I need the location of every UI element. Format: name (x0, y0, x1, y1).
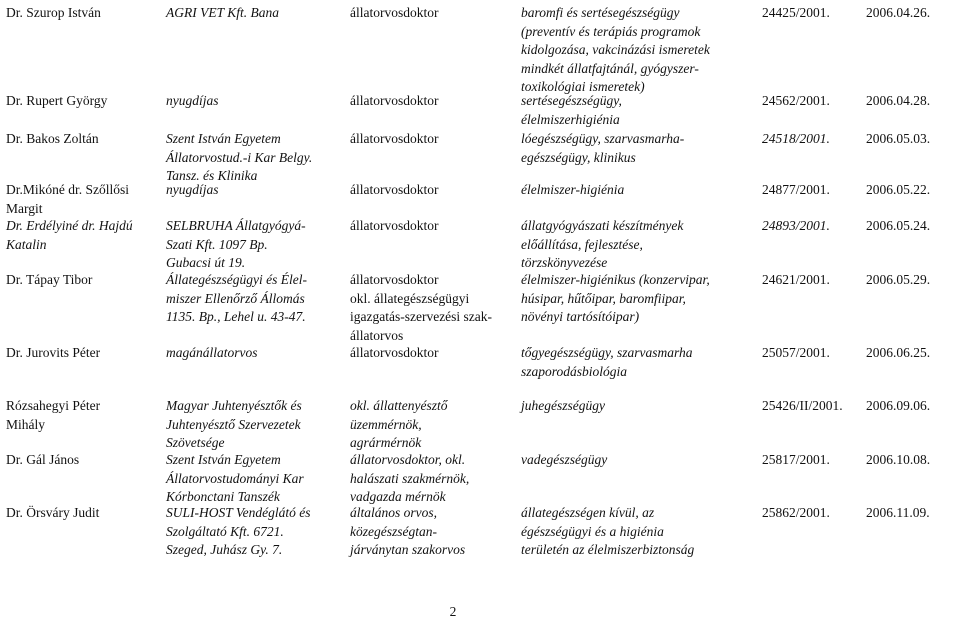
row-name: Dr. Örsváry Judit (6, 505, 100, 520)
row-registration-number: 24562/2001. (762, 93, 830, 108)
row-field: baromfi és sertésegészségügy (preventív és terápiás programok kidolgozása, vakcinázási ismeretek mindkét állatfajtánál, gyógyszer- toxikológiai ismeretek) (521, 5, 710, 94)
row-workplace: Szent István Egyetem Állatorvostudományi Kar Kórbonctani Tanszék (166, 452, 304, 504)
row-qualification: okl. állattenyésztő üzemmérnök, agrármérnök (350, 398, 448, 450)
row-workplace: SELBRUHA Állatgyógyá- Szati Kft. 1097 Bp. Gubacsi út 19. (166, 218, 306, 270)
row-qualification: állatorvosdoktor, okl. halászati szakmérnök, vadgazda mérnök (350, 452, 470, 504)
row-date: 2006.05.29. (866, 272, 931, 287)
row-name: Dr. Erdélyiné dr. Hajdú Katalin (6, 218, 133, 252)
row-qualification: állatorvosdoktor (350, 5, 439, 20)
row-field: állatgyógyászati készítmények előállítása, fejlesztése, törzskönyvezése (521, 218, 684, 270)
row-field: juhegészségügy (521, 398, 605, 413)
row-field: élelmiszer-higiénikus (konzervipar, húsipar, hűtőipar, baromfiipar, növényi tartósítóipar) (521, 272, 710, 324)
row-workplace: AGRI VET Kft. Bana (166, 5, 279, 20)
row-date: 2006.09.06. (866, 398, 931, 413)
row-workplace: Szent István Egyetem Állatorvostud.-i Kar Belgy. Tansz. és Klinika (166, 131, 313, 183)
row-registration-number: 24621/2001. (762, 272, 830, 287)
row-date: 2006.05.22. (866, 182, 931, 197)
page-number: 2 (449, 604, 457, 619)
row-field: élelmiszer-higiénia (521, 182, 625, 197)
row-date: 2006.05.03. (866, 131, 931, 146)
row-date: 2006.04.26. (866, 5, 931, 20)
row-name: Dr. Gál János (6, 452, 80, 467)
row-workplace: Magyar Juhtenyésztők és Juhtenyésztő Szervezetek Szövetsége (166, 398, 302, 450)
row-workplace: nyugdíjas (166, 93, 219, 108)
row-workplace: magánállatorvos (166, 345, 258, 360)
row-name: Rózsahegyi Péter Mihály (6, 398, 101, 432)
row-registration-number: 24893/2001. (762, 218, 830, 233)
row-name: Dr. Tápay Tibor (6, 272, 93, 287)
row-name: Dr. Bakos Zoltán (6, 131, 99, 146)
row-field: állategészségen kívül, az égészségügyi és a higiénia területén az élelmiszerbiztonság (521, 505, 695, 557)
row-date: 2006.05.24. (866, 218, 931, 233)
row-name: Dr.Mikóné dr. Szőllősi Margit (6, 182, 130, 216)
row-field: sertésegészségügy, élelmiszerhigiénia (521, 93, 622, 127)
row-registration-number: 25817/2001. (762, 452, 830, 467)
row-qualification: állatorvosdoktor (350, 218, 439, 233)
row-date: 2006.11.09. (866, 505, 930, 520)
row-workplace: SULI-HOST Vendéglátó és Szolgáltató Kft. 6721. Szeged, Juhász Gy. 7. (166, 505, 311, 557)
row-name: Dr. Szurop István (6, 5, 101, 20)
row-name: Dr. Jurovits Péter (6, 345, 101, 360)
row-workplace: nyugdíjas (166, 182, 219, 197)
row-date: 2006.06.25. (866, 345, 931, 360)
row-registration-number: 24518/2001. (762, 131, 830, 146)
row-workplace: Állategészségügyi és Élel- miszer Ellenőrző Állomás 1135. Bp., Lehel u. 43-47. (166, 272, 307, 324)
row-field: tőgyegészségügy, szarvasmarha szaporodásbiológia (521, 345, 693, 379)
row-field: vadegészségügy (521, 452, 608, 467)
row-date: 2006.10.08. (866, 452, 931, 467)
row-registration-number: 25862/2001. (762, 505, 830, 520)
row-date: 2006.04.28. (866, 93, 931, 108)
row-qualification: állatorvosdoktor okl. állategészségügyi igazgatás-szervezési szak- állatorvos (350, 272, 493, 343)
row-name: Dr. Rupert György (6, 93, 108, 108)
row-field: lóegészségügy, szarvasmarha- egészségügy, klinikus (521, 131, 685, 165)
row-qualification: állatorvosdoktor (350, 131, 439, 146)
row-qualification: állatorvosdoktor (350, 182, 439, 197)
row-qualification: állatorvosdoktor (350, 93, 439, 108)
row-registration-number: 25426/II/2001. (762, 398, 843, 413)
row-registration-number: 25057/2001. (762, 345, 830, 360)
row-qualification: általános orvos, közegészségtan- járványtan szakorvos (350, 505, 466, 557)
row-registration-number: 24425/2001. (762, 5, 830, 20)
row-qualification: állatorvosdoktor (350, 345, 439, 360)
row-registration-number: 24877/2001. (762, 182, 830, 197)
